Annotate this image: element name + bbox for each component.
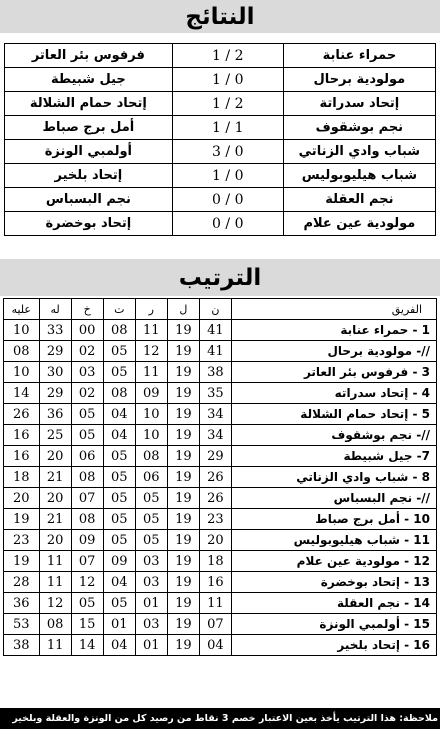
drawn: 05 <box>103 593 135 614</box>
won: 10 <box>135 425 167 446</box>
header-team: الفريق <box>231 299 436 320</box>
match-score: 3 / 0 <box>172 140 283 164</box>
goals-for: 36 <box>39 404 71 425</box>
results-title: النتائج <box>185 3 255 30</box>
won: 01 <box>135 635 167 656</box>
drawn: 05 <box>103 446 135 467</box>
away-team: أمل برج صباط <box>5 116 173 140</box>
standings-note: ملاحظة: هذا الترتيب يأخذ بعين الاعتبار خصم 3 نقاط من رصيد كل من الونزة والعقلة وبلخير <box>0 708 440 729</box>
header-lost: خ <box>71 299 103 320</box>
team-name: 16 - إتحاد بلخير <box>231 635 436 656</box>
goals-for: 30 <box>39 362 71 383</box>
goals-against: 19 <box>4 551 40 572</box>
header-played: ل <box>167 299 199 320</box>
match-score: 1 / 0 <box>172 68 283 92</box>
goals-for: 12 <box>39 593 71 614</box>
goals-against: 23 <box>4 530 40 551</box>
lost: 07 <box>71 551 103 572</box>
won: 03 <box>135 551 167 572</box>
results-table <box>4 43 436 236</box>
team-name: 5 - إتحاد حمام الشلالة <box>231 404 436 425</box>
won: 08 <box>135 446 167 467</box>
away-team: نجم البسباس <box>5 188 173 212</box>
team-name: 3 - فرفوس بئر العاتر <box>231 362 436 383</box>
points: 26 <box>199 467 231 488</box>
lost: 03 <box>71 362 103 383</box>
header-points: ن <box>199 299 231 320</box>
won: 03 <box>135 614 167 635</box>
drawn: 05 <box>103 530 135 551</box>
lost: 00 <box>71 320 103 341</box>
goals-against: 36 <box>4 593 40 614</box>
standings-row <box>4 614 437 635</box>
standings-row <box>4 404 437 425</box>
results-banner <box>0 0 440 33</box>
team-name: 11 - شباب هيليوبوليس <box>231 530 436 551</box>
goals-against: 16 <box>4 446 40 467</box>
standings-row <box>4 572 437 593</box>
home-team: نجم العقلة <box>283 188 435 212</box>
played: 19 <box>167 614 199 635</box>
played: 19 <box>167 446 199 467</box>
drawn: 05 <box>103 509 135 530</box>
drawn: 05 <box>103 488 135 509</box>
points: 34 <box>199 404 231 425</box>
standings-row <box>4 467 437 488</box>
won: 12 <box>135 341 167 362</box>
goals-against: 14 <box>4 383 40 404</box>
goals-for: 11 <box>39 635 71 656</box>
team-name: //- مولودية برحال <box>231 341 436 362</box>
lost: 14 <box>71 635 103 656</box>
goals-for: 25 <box>39 425 71 446</box>
away-team: إتحاد بلخير <box>5 164 173 188</box>
result-row <box>5 92 436 116</box>
played: 19 <box>167 320 199 341</box>
goals-against: 28 <box>4 572 40 593</box>
result-row <box>5 212 436 236</box>
header-goals-against: عليه <box>4 299 40 320</box>
goals-for: 33 <box>39 320 71 341</box>
standings-banner <box>0 259 440 296</box>
header-drawn: ت <box>103 299 135 320</box>
goals-against: 10 <box>4 362 40 383</box>
header-goals-for: له <box>39 299 71 320</box>
points: 20 <box>199 530 231 551</box>
points: 07 <box>199 614 231 635</box>
goals-against: 19 <box>4 509 40 530</box>
goals-against: 53 <box>4 614 40 635</box>
goals-for: 21 <box>39 467 71 488</box>
played: 19 <box>167 404 199 425</box>
played: 19 <box>167 593 199 614</box>
played: 19 <box>167 425 199 446</box>
played: 19 <box>167 635 199 656</box>
header-won: ر <box>135 299 167 320</box>
points: 04 <box>199 635 231 656</box>
points: 41 <box>199 341 231 362</box>
team-name: 10 - أمل برج صباط <box>231 509 436 530</box>
points: 23 <box>199 509 231 530</box>
lost: 06 <box>71 446 103 467</box>
team-name: 4 - إتحاد سدراته <box>231 383 436 404</box>
goals-for: 11 <box>39 551 71 572</box>
result-row <box>5 140 436 164</box>
standings-header-row <box>4 299 437 320</box>
goals-against: 16 <box>4 425 40 446</box>
goals-for: 20 <box>39 530 71 551</box>
drawn: 05 <box>103 341 135 362</box>
standings-row <box>4 530 437 551</box>
goals-for: 20 <box>39 488 71 509</box>
standings-row <box>4 425 437 446</box>
goals-against: 38 <box>4 635 40 656</box>
points: 34 <box>199 425 231 446</box>
drawn: 04 <box>103 635 135 656</box>
standings-row <box>4 383 437 404</box>
home-team: شباب هيليوبوليس <box>283 164 435 188</box>
drawn: 04 <box>103 425 135 446</box>
standings-row <box>4 488 437 509</box>
home-team: إتحاد سدراتة <box>283 92 435 116</box>
away-team: إتحاد حمام الشلالة <box>5 92 173 116</box>
away-team: إتحاد بوخضرة <box>5 212 173 236</box>
lost: 15 <box>71 614 103 635</box>
goals-for: 11 <box>39 572 71 593</box>
points: 26 <box>199 488 231 509</box>
team-name: 13 - إتحاد بوخضرة <box>231 572 436 593</box>
home-team: مولودية عين علام <box>283 212 435 236</box>
goals-against: 26 <box>4 404 40 425</box>
match-score: 1 / 2 <box>172 44 283 68</box>
drawn: 05 <box>103 362 135 383</box>
won: 06 <box>135 467 167 488</box>
team-name: //- نجم بوشقوف <box>231 425 436 446</box>
home-team: مولودية برحال <box>283 68 435 92</box>
points: 41 <box>199 320 231 341</box>
team-name: //- نجم البسباس <box>231 488 436 509</box>
goals-against: 20 <box>4 488 40 509</box>
away-team: فرفوس بئر العاتر <box>5 44 173 68</box>
goals-for: 08 <box>39 614 71 635</box>
points: 11 <box>199 593 231 614</box>
home-team: شباب وادي الزناتي <box>283 140 435 164</box>
points: 16 <box>199 572 231 593</box>
match-score: 0 / 0 <box>172 188 283 212</box>
result-row <box>5 68 436 92</box>
goals-for: 20 <box>39 446 71 467</box>
points: 18 <box>199 551 231 572</box>
result-row <box>5 164 436 188</box>
standings-row <box>4 341 437 362</box>
drawn: 09 <box>103 551 135 572</box>
lost: 07 <box>71 488 103 509</box>
played: 19 <box>167 530 199 551</box>
match-score: 1 / 1 <box>172 116 283 140</box>
standings-row <box>4 635 437 656</box>
team-name: 14 - نجم العقلة <box>231 593 436 614</box>
team-name: 1 - حمراء عنابة <box>231 320 436 341</box>
match-score: 1 / 2 <box>172 92 283 116</box>
result-row <box>5 188 436 212</box>
won: 05 <box>135 488 167 509</box>
lost: 08 <box>71 509 103 530</box>
goals-against: 08 <box>4 341 40 362</box>
home-team: حمراء عنابة <box>283 44 435 68</box>
standings-title: الترتيب <box>178 264 262 291</box>
goals-against: 10 <box>4 320 40 341</box>
points: 35 <box>199 383 231 404</box>
drawn: 08 <box>103 320 135 341</box>
played: 19 <box>167 572 199 593</box>
lost: 08 <box>71 467 103 488</box>
lost: 05 <box>71 404 103 425</box>
played: 19 <box>167 362 199 383</box>
result-row <box>5 116 436 140</box>
won: 05 <box>135 530 167 551</box>
played: 19 <box>167 467 199 488</box>
standings-row <box>4 446 437 467</box>
lost: 02 <box>71 341 103 362</box>
standings-row <box>4 509 437 530</box>
team-name: 12 - مولودية عين علام <box>231 551 436 572</box>
lost: 05 <box>71 425 103 446</box>
points: 38 <box>199 362 231 383</box>
standings-row <box>4 320 437 341</box>
goals-for: 29 <box>39 383 71 404</box>
team-name: 15 - أولمبي الونزة <box>231 614 436 635</box>
standings-row <box>4 362 437 383</box>
goals-for: 21 <box>39 509 71 530</box>
standings-table <box>3 298 437 656</box>
home-team: نجم بوشقوف <box>283 116 435 140</box>
played: 19 <box>167 341 199 362</box>
team-name: 7- جيل شبيطة <box>231 446 436 467</box>
goals-against: 18 <box>4 467 40 488</box>
won: 01 <box>135 593 167 614</box>
won: 10 <box>135 404 167 425</box>
drawn: 05 <box>103 467 135 488</box>
won: 11 <box>135 362 167 383</box>
won: 11 <box>135 320 167 341</box>
lost: 02 <box>71 383 103 404</box>
drawn: 04 <box>103 404 135 425</box>
away-team: جيل شبيطة <box>5 68 173 92</box>
standings-row <box>4 551 437 572</box>
away-team: أولمبي الونزة <box>5 140 173 164</box>
points: 29 <box>199 446 231 467</box>
lost: 12 <box>71 572 103 593</box>
played: 19 <box>167 383 199 404</box>
lost: 09 <box>71 530 103 551</box>
match-score: 0 / 0 <box>172 212 283 236</box>
won: 03 <box>135 572 167 593</box>
drawn: 01 <box>103 614 135 635</box>
goals-for: 29 <box>39 341 71 362</box>
won: 05 <box>135 509 167 530</box>
drawn: 04 <box>103 572 135 593</box>
played: 19 <box>167 551 199 572</box>
played: 19 <box>167 509 199 530</box>
won: 09 <box>135 383 167 404</box>
result-row <box>5 44 436 68</box>
drawn: 08 <box>103 383 135 404</box>
match-score: 1 / 0 <box>172 164 283 188</box>
played: 19 <box>167 488 199 509</box>
standings-row <box>4 593 437 614</box>
team-name: 8 - شباب وادي الزناتي <box>231 467 436 488</box>
lost: 05 <box>71 593 103 614</box>
